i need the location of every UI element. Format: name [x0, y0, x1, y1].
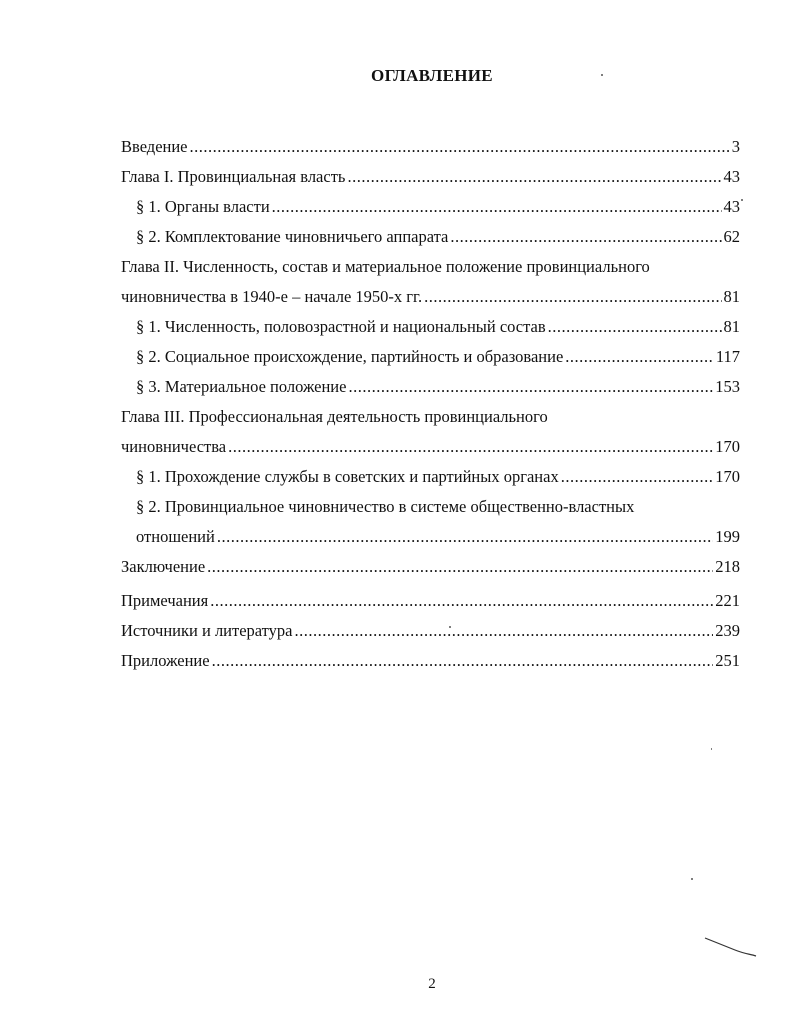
dot-leader [347, 167, 721, 187]
toc-entry-label: § 1. Прохождение службы в советских и партийных органах [136, 467, 559, 486]
toc-entry-label: Источники и литература [121, 621, 293, 640]
pen-mark [700, 930, 760, 970]
toc-entry-label: отношений [136, 527, 215, 546]
dot-leader [272, 197, 722, 217]
page-title: ОГЛАВЛЕНИЕ [371, 66, 493, 85]
toc-entry-chapter-3-section-1[interactable] [136, 467, 740, 487]
scan-speck [711, 748, 712, 750]
toc-entry-chapter-1-section-1[interactable] [136, 197, 740, 217]
toc-entry-page: 153 [715, 377, 740, 396]
toc-entry-page: 199 [715, 527, 740, 546]
toc-entry-page: 239 [715, 621, 740, 640]
toc-entry-label: § 2. Комплектование чиновничьего аппарата [136, 227, 449, 246]
toc-entry-label: Заключение [121, 557, 206, 576]
toc-entry-chapter-2-section-1[interactable] [136, 317, 740, 337]
toc-entry-chapter-1[interactable] [121, 167, 740, 187]
toc-entry-chapter-3-section-2-line1: § 2. Провинциальное чиновничество в системе общественно-властных [136, 497, 635, 516]
toc-entry-introduction[interactable] [121, 137, 740, 157]
toc-entry-label: § 2. Социальное происхождение, партийность и образование [136, 347, 564, 366]
dot-leader [228, 437, 713, 457]
dot-leader [450, 227, 721, 247]
toc-entry-page: 251 [715, 651, 740, 670]
toc-entry-page: 43 [723, 167, 740, 186]
dot-leader [217, 527, 713, 547]
scan-speck [601, 74, 603, 76]
dot-leader [348, 377, 713, 397]
toc-entry-chapter-1-section-2[interactable] [136, 227, 740, 247]
toc-entry-label: чиновничества в 1940-е – начале 1950-х гг. [121, 287, 423, 306]
toc-entry-label: § 1. Органы власти [136, 197, 270, 216]
toc-entry-chapter-3-line1: Глава III. Профессиональная деятельность провинциального [121, 407, 548, 426]
toc-entry-sources[interactable] [121, 621, 740, 641]
toc-entry-label: § 3. Материальное положение [136, 377, 347, 396]
toc-entry-page: 43 [723, 197, 740, 216]
dot-leader [565, 347, 714, 367]
scan-speck [691, 878, 693, 880]
toc-entry-page: 117 [715, 347, 740, 366]
toc-entry-page: 81 [723, 317, 740, 336]
toc-entry-page: 62 [723, 227, 740, 246]
toc-entry-page: 170 [715, 437, 740, 456]
toc-entry-label: Приложение [121, 651, 210, 670]
toc-entry-page: 221 [715, 591, 740, 610]
scan-speck [741, 199, 743, 201]
dot-leader [424, 287, 721, 307]
toc-entry-conclusion[interactable] [121, 557, 740, 577]
toc-entry-chapter-2-section-2[interactable] [136, 347, 740, 367]
toc-entry-label: чиновничества [121, 437, 227, 456]
dot-leader [207, 557, 713, 577]
toc-entry-chapter-2-section-3[interactable] [136, 377, 740, 397]
dot-leader [212, 651, 714, 671]
toc-entry-label: Примечания [121, 591, 209, 610]
dot-leader [210, 591, 713, 611]
scan-speck [449, 626, 451, 628]
toc-entry-notes[interactable] [121, 591, 740, 611]
toc-entry-chapter-2[interactable] [121, 287, 740, 307]
toc-entry-appendix[interactable] [121, 651, 740, 671]
page-number: 2 [428, 976, 436, 992]
toc-entry-chapter-3-section-2[interactable] [136, 527, 740, 547]
toc-entry-label: Введение [121, 137, 188, 156]
toc-entry-page: 218 [715, 557, 740, 576]
toc-entry-page: 3 [731, 137, 740, 156]
dot-leader [561, 467, 714, 487]
dot-leader [190, 137, 730, 157]
dot-leader [548, 317, 722, 337]
toc-entry-chapter-2-line1: Глава II. Численность, состав и материальное положение провинциального [121, 257, 650, 276]
toc-entry-page: 170 [715, 467, 740, 486]
toc-entry-chapter-3[interactable] [121, 437, 740, 457]
toc-entry-label: § 1. Численность, половозрастной и национальный состав [136, 317, 546, 336]
toc-entry-page: 81 [723, 287, 740, 306]
toc-entry-label: Глава I. Провинциальная власть [121, 167, 346, 186]
dot-leader [295, 621, 714, 641]
